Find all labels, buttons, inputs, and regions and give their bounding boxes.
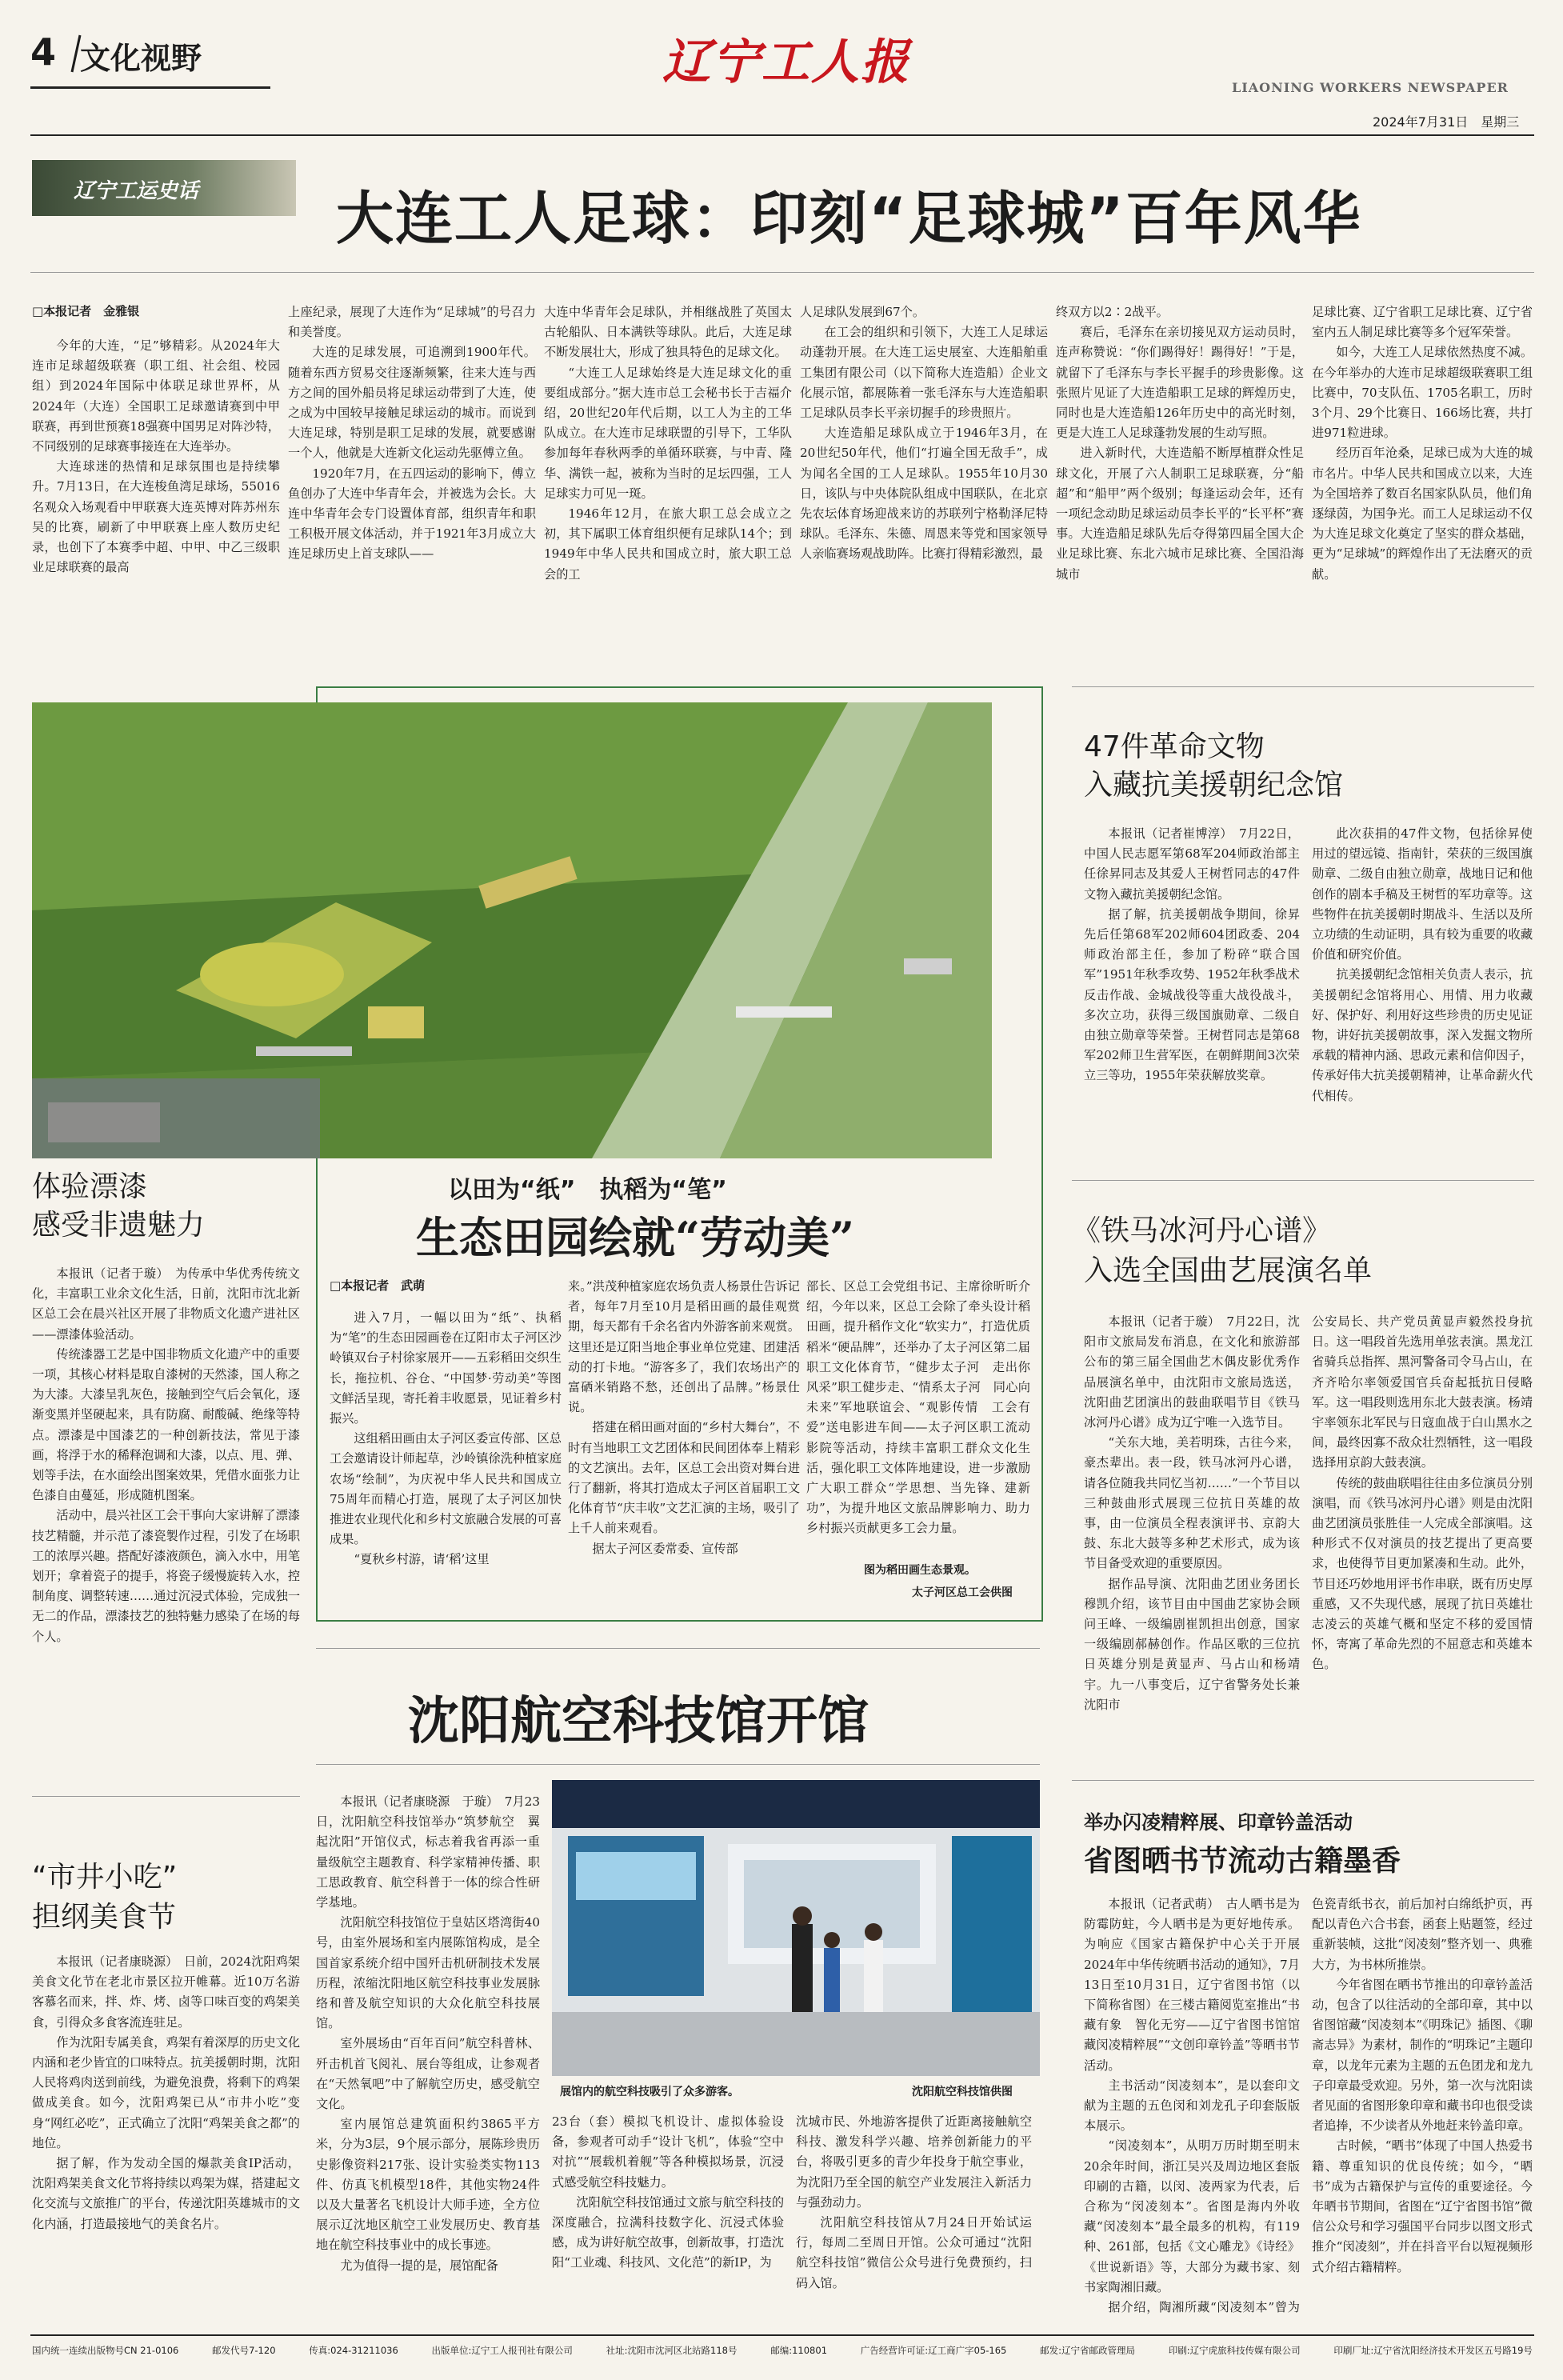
paragraph: 大连的足球发展，可追溯到1900年代。随着东西方贸易交往逐渐频繁，往来大连与西方之间的国外船员将足球运动带到了大连，使之成为中国较早接触足球运动的城市。而说到大连足球，特别是职工足球的发展，就要感谢一个人，他就是大连新文化运动先驱傅立鱼。 (288, 345, 536, 461)
lead-column-1 (32, 336, 280, 672)
relic-column-2 (1312, 824, 1533, 1168)
footer-item: 邮编:110801 (770, 2345, 828, 2356)
footer-item: 印刷:辽宁虎旅科技传媒有限公司 (1168, 2345, 1301, 2356)
paragraph: “大连工人足球始终是大连足球文化的重要组成部分。”据大连市总工会秘书长于吉福介绍，20世纪20年代后期，以工人为主的工华队成立。在大连市足球联盟的引导下，工华队参加每年春秋两季的单循环联赛，与中青、隆华、满铁一起，被称为当时的足坛四强，工人足球实力可见一斑。 (544, 365, 792, 501)
paragraph: 据太子河区委常委、宣传部 (592, 1541, 738, 1556)
page-number: 4 (30, 30, 57, 74)
column-tag-label: 辽宁工运史话 (74, 179, 199, 203)
aviation-museum-photo (552, 1780, 1040, 2076)
paragraph: 尤为值得一提的是，展馆配备 (340, 2258, 498, 2273)
paragraph: 据了解，作为发动全国的爆款美食IP活动，沈阳鸡架美食文化节将持续以鸡架为媒，搭建起文化交流与文旅推广的平台，传递沈阳英雄城市的文化内涵，打造最接地气的美食名片。 (32, 2156, 300, 2231)
footer-item: 邮发代号7-120 (212, 2345, 276, 2356)
paragraph: 大连球迷的热情和足球氛围也是持续攀升。7月13日，在大连梭鱼湾足球场，55016名观众入场观看中甲联赛大连英博对阵苏州东吴的比赛，刷新了中甲联赛上座人数历史纪录，也创下了本赛季中超、中甲、中乙三级职业足球联赛的最高 (32, 459, 280, 575)
aviation-headline: 沈阳航空科技馆开馆 (408, 1692, 869, 1751)
paragraph: 赛后，毛泽东在亲切接见双方运动员时，连声称赞说：“你们踢得好！踢得好！”于是，就留下了毛泽东与李长平握手的珍贵影像。这张照片见证了大连造船职工足球的辉煌历史，同时也是大连造船126年历史中的高光时刻，更是大连工人足球蓬勃发展的生动写照。 (1056, 325, 1304, 441)
tiema-headline-line-1: 《铁马冰河丹心谱》 (1072, 1214, 1332, 1247)
footer-item: 广告经营许可证:辽工商广字05-165 (860, 2345, 1007, 2356)
paragraph: “闵凌刻本”，从明万历时期至明末20余年时间，浙江吴兴及周边地区套版印刷的古籍，以闵、凌两家为代表，后合称为“闵凌刻本”。省图是海内外收藏“闵凌刻本”最全最多的机构，有119种、261部，包括《文心雕龙》《诗经》《世说新语》等，大部分为藏书家、刻书家陶湘旧藏。 (1084, 2138, 1300, 2294)
paragraph: 23台（套）模拟飞机设计、虚拟体验设备，参观者可动手“设计飞机”，体验“空中对抗”“展载机着舰”等各种模拟场景，沉浸式感受航空科技魅力。 (552, 2114, 784, 2190)
paragraph: 大连中华青年会足球队，并相继战胜了英国太古轮船队、日本满铁等球队。此后，大连足球不断发展壮大，形成了独具特色的足球文化。 (544, 305, 792, 360)
footer (32, 2344, 1533, 2357)
footer-item: 社址:沈阳市沈河区北站路118号 (606, 2345, 738, 2356)
column-tag (32, 160, 296, 216)
paragraph: “夏秋乡村游，请‘稻’这里 (354, 1552, 490, 1567)
paragraph: 沈阳航空科技馆位于皇姑区塔湾街40号，由室外展场和室内展陈馆构成，是全国首家系统介绍中国歼击机研制技术发展历程，浓缩沈阳地区航空科技事业发展脉络和普及航空知识的大众化航空科技展馆。 (316, 1915, 540, 2031)
paragraph: 1920年7月，在五四运动的影响下，傅立鱼创办了大连中华青年会，并被选为会长。大连中华青年会专门设置体育部，组织青年和职工积极开展文体活动，并于1921年3月成立大连足球历史上首支球队—— (288, 466, 536, 562)
relic-top-rule (1072, 686, 1534, 687)
top-rule (30, 134, 1534, 136)
footer-item: 印刷厂址:辽宁省沈阳经济技术开发区五号路19号 (1333, 2345, 1533, 2356)
relic-column-1 (1084, 824, 1300, 1168)
paragraph: 今年的大连，“足”够精彩。从2024年大连市足球超级联赛（职工组、社会组、校园组）到2024年国际中体联足球世界杯，从2024年（大连）全国职工足球邀请赛到中甲联赛，再到世预赛18强赛中国男足对阵沙特，不同级别的足球赛事接连在大连举办。 (32, 338, 280, 454)
lacquer-headline-line-1: 体验漂漆 (32, 1170, 148, 1203)
masthead-rule (30, 86, 270, 89)
aviation-photo-credit: 沈阳航空科技馆供图 (912, 2086, 1013, 2098)
paragraph: 今年省图在晒书节推出的印章钤盖活动，包含了以往活动的全部印章，其中以省图馆藏“闵凌刻本”《明珠记》插图、《聊斋志异》为素材，制作的“明珠记”主题印章，以龙年元素为主题的五色团龙和龙九子印章最受欢迎。另外，第一次与沈阳读者见面的省图形象印章和藏书印也很受读者追捧，不少读者从外地赶来钤盖印章。 (1312, 1977, 1533, 2134)
paragraph: 据了解，抗美援朝战争期间，徐昇先后任第68军202师604团政委、204师政治部主任，参加了粉碎“联合国军”1951年秋季攻势、1952年秋季战术反击作战、金城战役等重大战役战斗，多次立功，获得三级国旗勋章、二级自由独立勋章等荣誉。王树哲同志是第68军202师卫生营军医，在朝鲜期间3次荣立三等功，1955年荣获解放奖章。 (1084, 906, 1300, 1083)
paragraph: 抗美援朝纪念馆相关负责人表示，抗美援朝纪念馆将用心、用情、用力收藏好、保护好、利用好这些珍贵的历史见证物，讲好抗美援朝故事，深入发掘文物所承载的精神内涵、思政元素和信仰因子，传承好伟大抗美援朝精神，让革命薪火代代相传。 (1312, 967, 1533, 1103)
section-title: 文化视野 (80, 41, 202, 76)
paragraph: 1946年12月，在旅大职工总会成立之初，其下属职工体育组织便有足球队14个；到1949年中华人民共和国成立时，旅大职工总会的工 (544, 506, 792, 582)
snack-headline-line-1: “市井小吃” (32, 1861, 178, 1894)
paragraph: 本报讯（记者崔博淳） 7月22日，中国人民志愿军第68军204师政治部主任徐昇同志及其爱人王树哲同志的47件文物入藏抗美援朝纪念馆。 (1084, 826, 1300, 902)
paragraph: 古时候，“晒书”体现了中国人热爱书籍、尊重知识的优良传统；如今，“晒书”成为古籍保护与宣传的重要途径。今年晒书节期间，省图在“辽宁省图书馆”微信公众号和学习强国平台同步以图文形式推介“闵凌刻”，并在抖音平台以短视频形式介绍古籍精粹。 (1312, 2138, 1533, 2274)
paragraph: 据作品导演、沈阳曲艺团业务团长穆凯介绍，该节目由中国曲艺家协会顾问王峰、一级编剧崔凯担出创意，国家一级编剧郝赫创作。作品区歌的三位抗日英雄分别是黄显声、马占山和杨靖宇。九一八事变后，辽宁省警务处长兼沈阳市 (1084, 1576, 1300, 1712)
paragraph: 本报讯（记者康晓源） 日前，2024沈阳鸡架美食文化节在老北市景区拉开帷幕。近10万名游客慕名而来，拌、炸、烤、卤等口味百变的鸡架美食，引得众多食客流连驻足。 (32, 1954, 300, 2030)
paragraph: 进入7月，一幅以田为“纸”、执稻为“笔”的生态田园画卷在辽阳市太子河区沙岭镇双台子村徐家展开——五彩稻田交织生长，拖拉机、谷仓、“中国梦·劳动美”等图文鲜活呈现，寄托着丰收愿景，见证着乡村振兴。 (330, 1310, 562, 1426)
books-top-rule (1072, 1780, 1534, 1781)
lead-byline: □本报记者 金雅银 (32, 304, 140, 318)
paragraph: 色瓷青纸书衣，前后加衬白绵纸护页，再配以青色六合书套，函套上贴题签，经过重新装帧，这批“闵凌刻”整齐划一、典雅大方，为书林所推崇。 (1312, 1897, 1533, 1972)
snack-column (32, 1952, 300, 2316)
lead-column-5 (1056, 302, 1304, 674)
lead-column-3 (544, 302, 792, 674)
paragraph: 部长、区总工会党组书记、主席徐昕昕介绍，今年以来，区总工会除了牵头设计稻田画，提升稻作文化“软实力”，打造优质稻米“硬品牌”，还举办了太子河区第二届职工文化体育节，“健步太子河 走出你风采”职工健步走、“情系太子河 同心向未来”军地联谊会、“观影传情 工会有爱”送电影进车间——太子河区职工流动影院等活动，持续丰富职工群众文化生活，强化职工文体阵地建设，进一步激励广大职工群众“学思想、当先锋、建新功”，为提升地区文旅品牌影响力、助力乡村振兴贡献更多工会力量。 (806, 1279, 1030, 1536)
paragraph: 进入新时代，大连造船不断厚植群众性足球文化，开展了六人制职工足球联赛，分“船超”和“船甲”两个级别；每逢运动会年，还有一项纪念动助足球运动员李长平的“长平杯”赛事。大连造船足球队先后夺得第四届全国大企业足球比赛、东北六城市足球比赛、全国沿海城市 (1056, 446, 1304, 582)
tiema-top-rule (1072, 1180, 1534, 1181)
footer-item: 出版单位:辽宁工人报刊社有限公司 (431, 2345, 573, 2356)
snack-headline-line-2: 担纲美食节 (32, 1901, 177, 1934)
paragraph: 搭建在稻田画对面的“乡村大舞台”，不时有当地职工文艺团体和民间团体奉上精彩的文艺演出。去年，区总工会出资对舞台进行了翻新，将其打造成太子河区首届职工文化体育节“庆丰收”文艺汇演的主场，吸引了上千人前来观看。 (568, 1420, 800, 1536)
paragraph: 本报讯（记者于璇） 为传承中华优秀传统文化，丰富职工业余文化生活，日前，沈阳市沈北新区总工会在晨兴社区开展了非物质文化遗产进社区——漂漆体验活动。 (32, 1266, 300, 1342)
paragraph: “关东大地，美若明珠，古往今来，豪杰辈出。表一段，铁马冰河丹心谱，请各位随我共同忆当初……”一个节目以三种鼓曲形式展现三位抗日英雄的故事，由一位演员全程表演评书、京韵大鼓、东北大鼓等多种艺术形式，成为该节目备受欢迎的重要原因。 (1084, 1435, 1300, 1571)
paragraph: 来。”洪茂种植家庭农场负责人杨景仕告诉记者，每年7月至10月是稻田画的最佳观赏期，每天都有千余名省内外游客前来观赏。这里还是辽阳当地企事业单位党建、团建活动的打卡地。“游客多了，我们农场出产的富硒米销路不愁，还创出了品牌。”杨景仕说。 (568, 1279, 800, 1415)
lead-headline: 大连工人足球：印刻“足球城”百年风华 (336, 185, 1362, 252)
footer-item: 邮发:辽宁省邮政管理局 (1040, 2345, 1135, 2356)
lead-column-6 (1312, 302, 1533, 674)
books-column-1 (1084, 1894, 1300, 2318)
footer-item: 传真:024-31211036 (309, 2345, 398, 2356)
aviation-column-1 (316, 1792, 540, 2312)
paragraph: 沈阳航空科技馆通过文旅与航空科技的深度融合，拉满科技数字化、沉浸式体验感，成为讲好航空故事，创新故事，打造沈阳“工业魂、科技风、文化范”的新IP，为 (552, 2194, 784, 2270)
lead-column-4 (800, 302, 1048, 674)
field-column-1 (330, 1308, 562, 1604)
paragraph: 沈阳航空科技馆从7月24日开始试运行，每周二至周日开馆。公众可通过“沈阳航空科技馆”微信公众号进行免费预约，扫码入馆。 (796, 2215, 1032, 2290)
paragraph: 足球比赛、辽宁省职工足球比赛、辽宁省室内五人制足球比赛等多个冠军荣誉。 (1312, 305, 1533, 340)
books-subtitle: 举办闪凌精粹展、印章钤盖活动 (1084, 1811, 1353, 1834)
aviation-column-3 (796, 2112, 1032, 2316)
paragraph: 主书活动“闵凌刻本”，是以套印文献为主题的五色闵和刘龙孔子印套版版本展示。 (1084, 2078, 1300, 2134)
field-column-2 (568, 1277, 800, 1605)
paragraph: 传统漆器工艺是中国非物质文化遗产中的重要一项，其核心材料是取自漆树的天然漆，国人称之为大漆。大漆呈乳灰色，接触到空气后会氧化，逐渐变黑并坚硬起来，具有防腐、耐酸碱、绝缘等特点。漂漆是中国漆艺的一种创新技法，常见于漆画，将浮于水的稀释泡调和大漆，以点、甩、弹、划等手法，在水面绘出图案效果，凭借水面张力让色漆自由蔓延，形成随机图案。 (32, 1346, 300, 1503)
aviation-bottom-rule (316, 1764, 1040, 1765)
paragraph: 终双方以2∶2战平。 (1056, 305, 1169, 319)
newspaper-english-name: LIAONING WORKERS NEWSPAPER (1232, 80, 1509, 95)
paragraph: 沈城市民、外地游客提供了近距离接触航空科技、激发科学兴趣、培养创新能力的平台，将吸引更多的青少年投身于航空事业，为沈阳乃至全国的航空产业发展注入新活力与强劲动力。 (796, 2114, 1032, 2210)
aerial-rice-painting-photo (32, 702, 992, 1158)
field-headline: 生态田园绘就“劳动美” (416, 1212, 855, 1263)
paragraph: 据介绍，陶湘所藏“闵凌刻本”曾为 (1108, 2300, 1300, 2315)
newspaper-logo: 辽宁工人报 (662, 34, 910, 90)
paragraph: 传统的鼓曲联唱往往由多位演员分别演唱，而《铁马冰河丹心谱》则是由沈阳曲艺团演员张胜佳一人完成全部演唱。这种形式不仅对演员的技艺提出了更高要求，也使得节目更加紧凑和生动。此外，节目还巧妙地用评书作串联，既有历史厚重感，又不失现代感，展现了抗日英雄壮志凌云的英雄气概和坚定不移的爱国情怀，寄寓了革命先烈的不屈意志和英雄本色。 (1312, 1475, 1533, 1672)
paragraph: 活动中，晨兴社区工会干事向大家讲解了漂漆技艺精髓，并示范了漆瓷製作过程，引发了在场职工的浓厚兴趣。搭配好漆液颜色，滴入水中，用笔划开；拿着瓷子的提手，将瓷子缓慢旋转入水，控制角度、调整转速……通过沉浸式体验，完成独一无二的作品，漂漆技艺的独特魅力感染了在场的每个人。 (32, 1508, 300, 1644)
paragraph: 本报讯（记者康晓源 于璇） 7月23日，沈阳航空科技馆举办“筑梦航空 翼起沈阳”开馆仪式，标志着我省再添一重量级航空主题教育、科学家精神传播、职工思政教育、航空科普于一体的综合性研学基地。 (316, 1794, 540, 1910)
field-photo-caption: 图为稻田画生态景观。 (864, 1564, 976, 1577)
paragraph: 这组稻田画由太子河区委宣传部、区总工会邀请设计师起草，沙岭镇徐洗种植家庭农场“绘制”，为庆祝中华人民共和国成立75周年而精心打造，展现了太子河区加快推进农业现代化和乡村文旅融合发展的可喜成果。 (330, 1431, 562, 1547)
field-column-3 (806, 1277, 1030, 1557)
relic-headline-line-2: 入藏抗美援朝纪念馆 (1084, 769, 1344, 802)
aviation-top-rule (316, 1648, 1040, 1649)
paragraph: 经历百年沧桑，足球已成为大连的城市名片。中华人民共和国成立以来，大连为全国培养了数百名国家队队员，他们角逐绿茵，为国争光。而工人足球运动不仅为大连足球文化奠定了坚实的群众基础，更为“足球城”的辉煌作出了无法磨灭的贡献。 (1312, 446, 1533, 582)
paragraph: 作为沈阳专属美食，鸡架有着深厚的历史文化内涵和老少皆宜的口味特点。抗美援朝时期，沈阳人民将鸡肉送到前线，为避免浪费，将剩下的鸡架做成美食。如今，沈阳鸡架已从“市井小吃”变身“网红必吃”，正式确立了沈阳“鸡架美食之都”的地位。 (32, 2034, 300, 2150)
lead-headline-rule (30, 272, 1534, 273)
aviation-column-2 (552, 2112, 784, 2316)
footer-rule (30, 2334, 1534, 2336)
books-column-2 (1312, 1894, 1533, 2318)
lacquer-headline-line-2: 感受非遗魅力 (32, 1209, 206, 1242)
paragraph: 在工会的组织和引领下，大连工人足球运动蓬勃开展。在大连工运史展室、大连船舶重工集团有限公司（以下简称大连造船）企业文化展示馆，都展陈着一张毛泽东与大连造船职工足球队员李长平亲切握手的珍贵照片。 (800, 325, 1048, 421)
paragraph: 室内展馆总建筑面积约3865平方米，分为3层，9个展示部分，展陈珍贵历史影像资料217张、设计实验类实物113件、仿真飞机模型18件，其他实物24件以及大量著名飞机设计大师手迹，全方位展示辽沈地区航空工业发展历史、教育基地在航空科技事业中的成长事迹。 (316, 2117, 540, 2253)
paragraph: 如今，大连工人足球依然热度不减。在今年举办的大连市足球超级联赛职工组比赛中，70支队伍、1705名职工，历时3个月、29个比赛日、166场比赛，共打进971粒进球。 (1312, 345, 1533, 441)
snack-top-rule (32, 1796, 300, 1797)
section-slash-icon (69, 32, 85, 75)
paragraph: 公安局长、共产党员黄显声毅然投身抗日。这一唱段首先选用单弦表演。黑龙江省骑兵总指挥、黑河警备司令马占山，在齐齐哈尔率领爱国官兵奋起抵抗日侵略军。这一唱段则选用东北大鼓表演。杨靖宇率领东北军民与日寇血战于白山黑水之间，最终因寡不敌众壮烈牺牲，这一唱段选择用京韵大鼓表演。 (1312, 1314, 1533, 1470)
paragraph: 此次获捐的47件文物，包括徐昇使用过的望远镜、指南针，荣获的三级国旗勋章、二级自由独立勋章，战地日记和他创作的剧本手稿及王树哲的军功章等。这些物件在抗美援朝时期战斗、生活以及所立功绩的生动证明，具有较为重要的收藏价值和研究价值。 (1312, 826, 1533, 962)
tiema-column-1 (1084, 1312, 1300, 1752)
tiema-headline-line-2: 入选全国曲艺展演名单 (1084, 1254, 1373, 1287)
books-headline: 省图晒书节流动古籍墨香 (1084, 1845, 1401, 1878)
issue-date: 2024年7月31日 星期三 (1373, 114, 1520, 130)
paragraph: 本报讯（记者武萌） 古人晒书是为防霉防蛀，今人晒书是为更好地传承。为响应《国家古籍保护中心关于开展2024年中华传统晒书活动的通知》，7月13日至10月31日，辽宁省图书馆（以下简称省图）在三楼古籍阅览室推出“书藏有象 智化无穷——辽宁省图书馆馆藏闵凌精粹展”“文创印章钤盖”等晒书节活动。 (1084, 1897, 1300, 2073)
field-photo-credit: 太子河区总工会供图 (912, 1586, 1013, 1599)
paragraph: 人足球队发展到67个。 (800, 305, 925, 319)
paragraph: 室外展场由“百年百问”航空科普林、歼击机首飞阅礼、展台等组成，让参观者在“天然氧吧”中了解航空历史，感受航空文化。 (316, 2036, 540, 2112)
footer-item: 国内统一连续出版物号CN 21-0106 (32, 2345, 179, 2356)
tiema-column-2 (1312, 1312, 1533, 1752)
field-byline: □本报记者 武萌 (330, 1278, 426, 1293)
relic-headline-line-1: 47件革命文物 (1084, 730, 1265, 763)
field-subtitle: 以田为“纸” 执稻为“笔” (448, 1176, 727, 1204)
lacquer-column (32, 1264, 300, 1776)
paragraph: 本报讯（记者于璇） 7月22日，沈阳市文旅局发布消息，在文化和旅游部公布的第三届全国曲艺木偶皮影优秀作品展演名单中，由沈阳市文旅局选送，沈阳曲艺团演出的鼓曲联唱节目《铁马冰河丹心谱》成为辽宁唯一入选节目。 (1084, 1314, 1300, 1430)
lead-column-2 (288, 302, 536, 674)
paragraph: 大连造船足球队成立于1946年3月，在20世纪50年代，他们“打遍全国无敌手”，成为闻名全国的工人足球队。1955年10月30日，该队与中央体院队组成中国联队，在北京先农坛体育场迎战来访的苏联列宁格勒泽尼特球队。毛泽东、朱德、周恩来等党和国家领导人亲临赛场观战助阵。比赛打得精彩激烈，最 (800, 426, 1048, 562)
paragraph: 上座纪录，展现了大连作为“足球城”的号召力和美誉度。 (288, 305, 536, 340)
aviation-photo-caption: 展馆内的航空科技吸引了众多游客。 (560, 2086, 739, 2098)
